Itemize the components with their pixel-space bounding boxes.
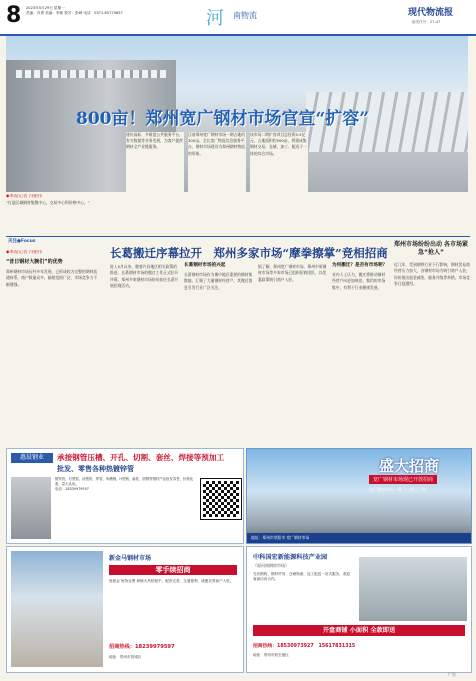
ad3-title: 新金马钢材市场 xyxy=(109,555,152,562)
section-subtitle: 南物流 xyxy=(233,11,257,20)
ad3-body: 免租金 免物业费 商铺火热招租中，配套完善，交通便利，诚邀各界商户入驻。 xyxy=(109,579,234,583)
left-heading: “昔日钢材大腕们”的优势 xyxy=(6,259,63,266)
page-header xyxy=(0,0,476,36)
section-divider xyxy=(6,236,470,237)
main-col-4: 业内人士认为，搬迁将推动钢材经营户向更加规范、集约的市场集中，有利于行业健康发展。 xyxy=(332,272,386,290)
ad2-address-bar: 地址：郑州市荥阳市 宽广钢材市场 xyxy=(247,533,472,543)
ad-label: 广告 xyxy=(448,672,456,677)
left-column xyxy=(6,250,98,440)
right-column-body: 近几年，受到钢铁行业下行影响，钢材贸易商经营压力加大，各钢材市场为吸引商户入驻，纷纷推出租金减免、服务升级等举措，市场竞争日趋激烈。 xyxy=(394,262,470,287)
reporter-tag: ◆本报记者 冯振伟 xyxy=(6,194,43,199)
ad1-title: 承接钢管压槽、开孔、切割、套丝、焊接等预加工 xyxy=(57,453,225,462)
ad1-photo xyxy=(11,477,51,539)
top-photo-banner xyxy=(6,36,468,192)
ad1-logo: 惠晨钢业 xyxy=(11,453,53,463)
top-col-3: 该市场二期扩容项目总投资5.5亿元，占地面积约500亩，将建成集钢材交易、仓储、加工、配送于一体的综合市场。 xyxy=(250,132,308,192)
top-col-2: 目前郑州宽广钢材市场一期占地约300亩。全长宽广物流信息服务平台，钢材市场建设为郑州钢材物流的形象。 xyxy=(188,132,246,192)
top-headline: 800亩！郑州宽广钢材市场官宣“扩容” xyxy=(76,109,370,129)
ad3-photo xyxy=(11,551,103,667)
ad1-phone: 电话：18339979597 xyxy=(55,487,89,492)
ad-zhongke-park[interactable] xyxy=(246,546,472,673)
ad4-subtitle: （原河南钢材市场） xyxy=(253,563,289,568)
subhead-b: 为何搬迁？是否有市场呢？ xyxy=(332,263,388,268)
main-col-3: 据了解，郑州宽广钢材市场、郑州中原钢材市场等多家市场已组织招商团队，以优惠政策吸引商户入驻。 xyxy=(258,264,327,282)
ad2-subtitle: 宽广钢材市场现已开放招商 xyxy=(369,475,437,484)
masthead-logo: 现代物流报 xyxy=(408,8,454,18)
ad3-phone: 招商热线：18239979597 xyxy=(109,644,175,650)
main-headline: 长葛搬迁序幕拉开 郑州多家市场“摩拳擦掌”竞相招商 xyxy=(110,246,388,260)
left-body: 郑州钢材市场历经多年发展，已形成较为完整的钢材流通体系，商户数量众多，辐射范围广泛，市场竞争力不断增强。 xyxy=(6,268,98,287)
top-col-1: 建设高标、多维度公共服务平台，有关数据等业务发展，为客户提供钢材全产业链服务。 xyxy=(126,132,184,192)
header-meta: 邮发代号：27-47 xyxy=(412,20,441,24)
ad1-subtitle: 批发、零售各种热镀锌管 xyxy=(57,465,134,473)
ad4-address: 地址：郑州市航空港区 xyxy=(253,653,289,657)
left-intro-text: “打造区域钢材集散中心、交易中心和价格中心。” xyxy=(6,200,90,206)
ad4-title: 中科国宏新能源科技产业园 xyxy=(253,554,328,561)
main-col-2: 长葛钢材市场作为豫中地区重要的钢材集散地，汇聚了大量钢材经营户，其搬迁消息引发行业广泛关注。 xyxy=(184,272,253,290)
ad1-body: 镀锌管、衬塑管、涂塑管、焊管、角槽钢、H型钢、扁铁、圆钢等钢材产品批发零售，价格优惠，量大从优。 xyxy=(55,477,194,487)
right-headline: 郑州市场纷纷出动 各市场紧急“抢人” xyxy=(393,241,469,256)
ad-xinjinma-market[interactable] xyxy=(6,546,244,673)
left-intro xyxy=(6,194,98,234)
ad-grand-recruitment[interactable] xyxy=(246,448,472,544)
ad3-address: 地址：郑州市管城区 xyxy=(109,655,142,659)
header-date: 2023年5月29日 星期一 xyxy=(26,6,65,10)
ad-steel-pipe[interactable] xyxy=(6,448,244,544)
ad4-band: 开盘商铺 小面积 全款即送 xyxy=(253,625,465,636)
section-title: 河 xyxy=(206,8,225,29)
subhead-a: 长葛钢材市场的兴起 xyxy=(184,263,226,268)
focus-tag: 关注●Focus xyxy=(8,239,36,244)
ad4-body: 光伏钢构、钢材贸易、仓储物流、加工配送一站式服务，欢迎客商洽谈合作。 xyxy=(253,572,351,582)
ad4-phone: 招商热线：18530973927 15617831315 xyxy=(253,644,356,649)
ad4-photo xyxy=(359,557,467,621)
ad3-band: 零手续招商 xyxy=(109,565,237,575)
ad2-row: 宽广钢材市场 一期 | 二期 | 三期 xyxy=(369,487,427,492)
reporter-tag-2: ◆本报记者 冯振伟 xyxy=(6,250,43,255)
ad2-title: 盛大招商 xyxy=(379,457,440,475)
header-editors: 责编：冯勇 美编：李敏 校对：张峰 电话：0371-65779657 xyxy=(26,11,123,15)
main-col-1: 进入5月以来，随着许昌地区相关政策的推进，长葛钢材市场的搬迁工作正式拉开序幕，郑州多家钢材市场纷纷前往长葛开展招商活动。 xyxy=(110,264,179,289)
page-number: 8 xyxy=(6,3,22,28)
qr-code-icon xyxy=(201,479,241,519)
